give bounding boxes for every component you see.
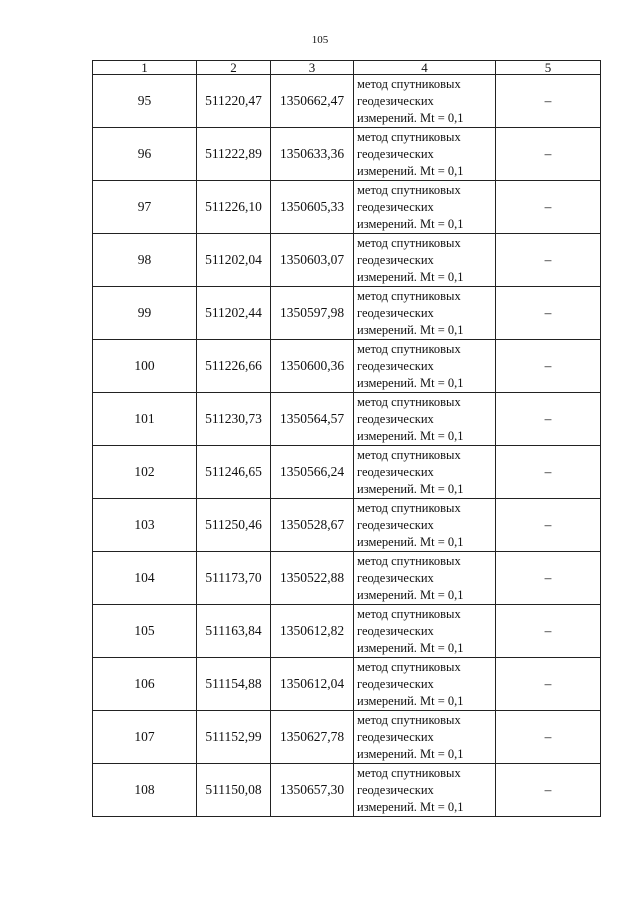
column-header-2: 2 <box>197 61 271 75</box>
x-coordinate-cell: 511222,89 <box>197 128 271 181</box>
dash-cell: – <box>496 711 601 764</box>
point-number-cell: 95 <box>93 75 197 128</box>
method-line: измерений. Mt = 0,1 <box>357 322 464 337</box>
point-number-cell: 106 <box>93 658 197 711</box>
dash-cell: – <box>496 764 601 817</box>
method-line: геодезических <box>357 782 434 797</box>
column-header-4: 4 <box>354 61 496 75</box>
y-coordinate-cell: 1350597,98 <box>271 287 354 340</box>
method-cell <box>354 234 496 287</box>
table-row <box>93 234 601 287</box>
table-row <box>93 181 601 234</box>
method-line: геодезических <box>357 252 434 267</box>
x-coordinate-cell: 511226,66 <box>197 340 271 393</box>
method-line: метод спутниковых <box>357 288 461 303</box>
method-line: геодезических <box>357 570 434 585</box>
method-line: геодезических <box>357 676 434 691</box>
method-line: геодезических <box>357 623 434 638</box>
method-cell <box>354 605 496 658</box>
x-coordinate-cell: 511230,73 <box>197 393 271 446</box>
y-coordinate-cell: 1350662,47 <box>271 75 354 128</box>
method-line: геодезических <box>357 411 434 426</box>
table-row <box>93 711 601 764</box>
method-line: измерений. Mt = 0,1 <box>357 799 464 814</box>
method-line: метод спутниковых <box>357 553 461 568</box>
method-line: измерений. Mt = 0,1 <box>357 428 464 443</box>
method-line: измерений. Mt = 0,1 <box>357 269 464 284</box>
x-coordinate-cell: 511246,65 <box>197 446 271 499</box>
dash-cell: – <box>496 499 601 552</box>
method-cell <box>354 552 496 605</box>
method-line: метод спутниковых <box>357 659 461 674</box>
table-row <box>93 75 601 128</box>
point-number-cell: 108 <box>93 764 197 817</box>
method-line: измерений. Mt = 0,1 <box>357 110 464 125</box>
x-coordinate-cell: 511250,46 <box>197 499 271 552</box>
dash-cell: – <box>496 393 601 446</box>
column-header-1: 1 <box>93 61 197 75</box>
x-coordinate-cell: 511173,70 <box>197 552 271 605</box>
table-header-row <box>93 61 601 75</box>
method-line: геодезических <box>357 305 434 320</box>
method-line: метод спутниковых <box>357 182 461 197</box>
column-header-5: 5 <box>496 61 601 75</box>
dash-cell: – <box>496 75 601 128</box>
dash-cell: – <box>496 552 601 605</box>
page-number: 105 <box>311 34 329 46</box>
table-row <box>93 499 601 552</box>
x-coordinate-cell: 511226,10 <box>197 181 271 234</box>
point-number-cell: 103 <box>93 499 197 552</box>
y-coordinate-cell: 1350657,30 <box>271 764 354 817</box>
method-line: измерений. Mt = 0,1 <box>357 216 464 231</box>
dash-cell: – <box>496 446 601 499</box>
y-coordinate-cell: 1350633,36 <box>271 128 354 181</box>
method-cell <box>354 340 496 393</box>
point-number-cell: 105 <box>93 605 197 658</box>
method-line: метод спутниковых <box>357 606 461 621</box>
method-line: метод спутниковых <box>357 235 461 250</box>
y-coordinate-cell: 1350627,78 <box>271 711 354 764</box>
method-line: геодезических <box>357 729 434 744</box>
dash-cell: – <box>496 340 601 393</box>
method-cell <box>354 75 496 128</box>
y-coordinate-cell: 1350528,67 <box>271 499 354 552</box>
method-line: метод спутниковых <box>357 76 461 91</box>
point-number-cell: 98 <box>93 234 197 287</box>
method-line: измерений. Mt = 0,1 <box>357 693 464 708</box>
method-cell <box>354 287 496 340</box>
method-cell <box>354 499 496 552</box>
y-coordinate-cell: 1350612,82 <box>271 605 354 658</box>
method-line: измерений. Mt = 0,1 <box>357 587 464 602</box>
method-line: метод спутниковых <box>357 341 461 356</box>
method-cell <box>354 181 496 234</box>
method-cell <box>354 393 496 446</box>
y-coordinate-cell: 1350566,24 <box>271 446 354 499</box>
coordinates-table <box>92 60 601 817</box>
y-coordinate-cell: 1350603,07 <box>271 234 354 287</box>
x-coordinate-cell: 511220,47 <box>197 75 271 128</box>
dash-cell: – <box>496 234 601 287</box>
table-row <box>93 393 601 446</box>
dash-cell: – <box>496 128 601 181</box>
method-line: измерений. Mt = 0,1 <box>357 640 464 655</box>
x-coordinate-cell: 511154,88 <box>197 658 271 711</box>
x-coordinate-cell: 511202,04 <box>197 234 271 287</box>
point-number-cell: 101 <box>93 393 197 446</box>
table-row <box>93 658 601 711</box>
method-line: геодезических <box>357 146 434 161</box>
table-row <box>93 340 601 393</box>
method-line: метод спутниковых <box>357 500 461 515</box>
y-coordinate-cell: 1350600,36 <box>271 340 354 393</box>
point-number-cell: 104 <box>93 552 197 605</box>
table-row <box>93 764 601 817</box>
method-line: геодезических <box>357 199 434 214</box>
table-row <box>93 446 601 499</box>
column-header-3: 3 <box>271 61 354 75</box>
y-coordinate-cell: 1350564,57 <box>271 393 354 446</box>
table-body <box>93 75 601 817</box>
method-line: измерений. Mt = 0,1 <box>357 375 464 390</box>
table-row <box>93 552 601 605</box>
method-line: геодезических <box>357 358 434 373</box>
point-number-cell: 97 <box>93 181 197 234</box>
method-cell <box>354 711 496 764</box>
x-coordinate-cell: 511152,99 <box>197 711 271 764</box>
method-line: метод спутниковых <box>357 394 461 409</box>
method-line: метод спутниковых <box>357 447 461 462</box>
y-coordinate-cell: 1350612,04 <box>271 658 354 711</box>
method-line: метод спутниковых <box>357 129 461 144</box>
method-cell <box>354 764 496 817</box>
table-row <box>93 128 601 181</box>
point-number-cell: 99 <box>93 287 197 340</box>
x-coordinate-cell: 511202,44 <box>197 287 271 340</box>
table-row <box>93 605 601 658</box>
y-coordinate-cell: 1350522,88 <box>271 552 354 605</box>
method-cell <box>354 446 496 499</box>
table-row <box>93 287 601 340</box>
method-line: геодезических <box>357 464 434 479</box>
method-line: метод спутниковых <box>357 765 461 780</box>
x-coordinate-cell: 511150,08 <box>197 764 271 817</box>
method-line: геодезических <box>357 93 434 108</box>
method-cell <box>354 128 496 181</box>
method-line: измерений. Mt = 0,1 <box>357 534 464 549</box>
dash-cell: – <box>496 605 601 658</box>
dash-cell: – <box>496 287 601 340</box>
method-line: геодезических <box>357 517 434 532</box>
y-coordinate-cell: 1350605,33 <box>271 181 354 234</box>
point-number-cell: 96 <box>93 128 197 181</box>
method-line: измерений. Mt = 0,1 <box>357 163 464 178</box>
point-number-cell: 102 <box>93 446 197 499</box>
x-coordinate-cell: 511163,84 <box>197 605 271 658</box>
point-number-cell: 107 <box>93 711 197 764</box>
dash-cell: – <box>496 181 601 234</box>
method-line: измерений. Mt = 0,1 <box>357 481 464 496</box>
method-line: измерений. Mt = 0,1 <box>357 746 464 761</box>
method-line: метод спутниковых <box>357 712 461 727</box>
point-number-cell: 100 <box>93 340 197 393</box>
dash-cell: – <box>496 658 601 711</box>
method-cell <box>354 658 496 711</box>
